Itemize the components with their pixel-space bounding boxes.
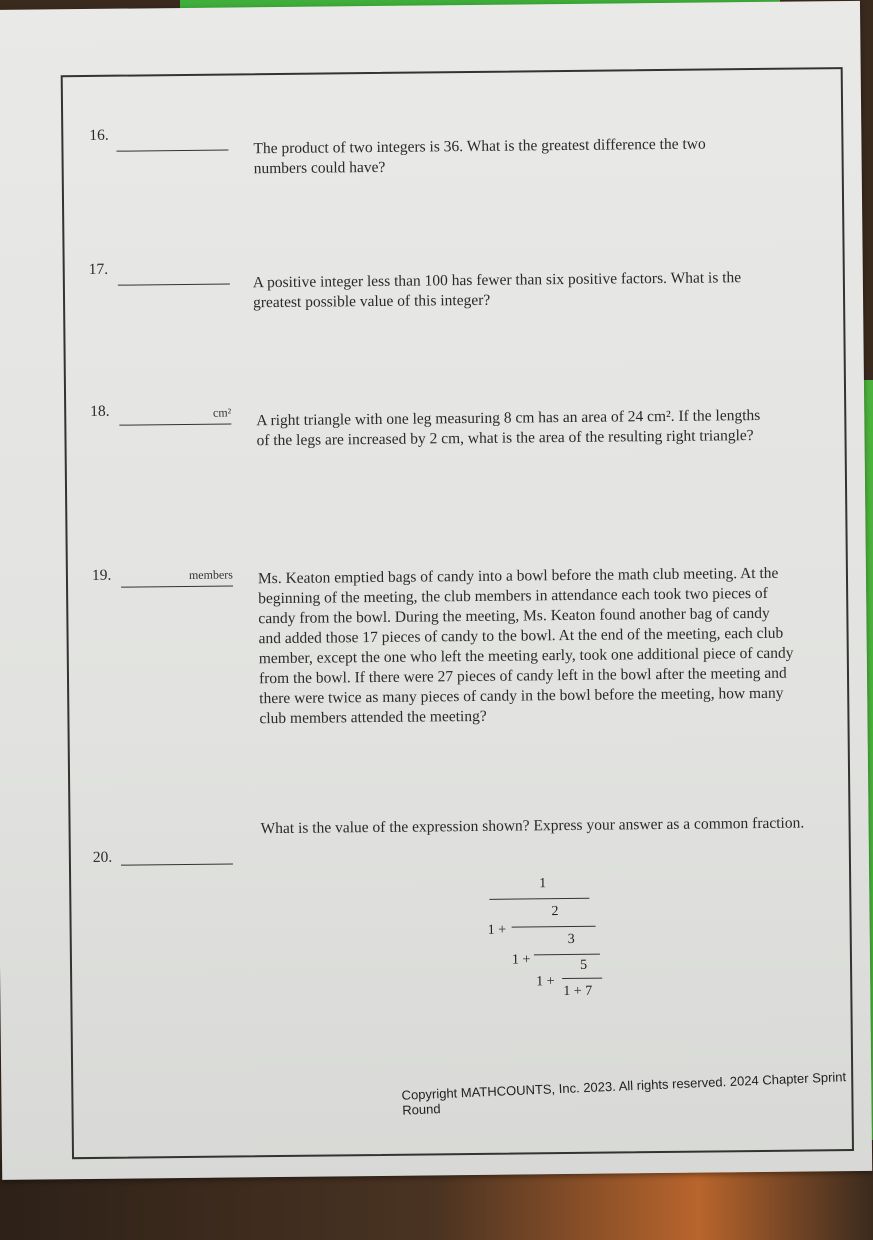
- question-19: 19. members Ms. Keaton emptied bags of candy into a bowl before the math club meeting. At the beginning of the meeting, the club members in attendance each took two pieces of candy from the bowl. During the meeting, Ms. Keaton found another bag of candy and added those 17 pieces of candy to the bowl. At the end of the meeting, each club member, except the one who left the meeting early, took one additional piece of candy from the bowl. If there were 27 pieces of candy left in the bowl after the meeting and there were twice as many pieces of candy in the bowl before the meeting, how many club members attended the meeting?: [91, 564, 794, 728]
- question-20: 20. What is the value of the expression shown? Express your answer as a common fraction.: [92, 814, 805, 866]
- answer-blank-16[interactable]: [116, 132, 228, 152]
- question-17: 17. A positive integer less than 100 has fewer than six positive factors. What is the greatest possible value of this integer?: [88, 260, 742, 312]
- answer-blank-19[interactable]: members: [121, 567, 233, 587]
- answer-blank-18[interactable]: cm²: [119, 405, 231, 425]
- question-18: 18. cm² A right triangle with one leg measuring 8 cm has an area of 24 cm². If the lengths of the legs are increased by 2 cm, what is the area of the resulting right triangle?: [90, 402, 761, 450]
- answer-blank-20[interactable]: [121, 846, 233, 866]
- answer-blank-17[interactable]: [118, 266, 230, 286]
- continued-fraction: 1 1 + 2 1 + 3 1 + 5 1 + 7: [0, 1, 860, 10]
- copyright-footer: Copyright MATHCOUNTS, Inc. 2023. All rights reserved. 2024 Chapter Sprint Round: [401, 1069, 847, 1118]
- question-16: 16. The product of two integers is 36. What is the greatest difference the two numbers could have?: [89, 126, 706, 178]
- worksheet-page: [0, 1, 872, 1180]
